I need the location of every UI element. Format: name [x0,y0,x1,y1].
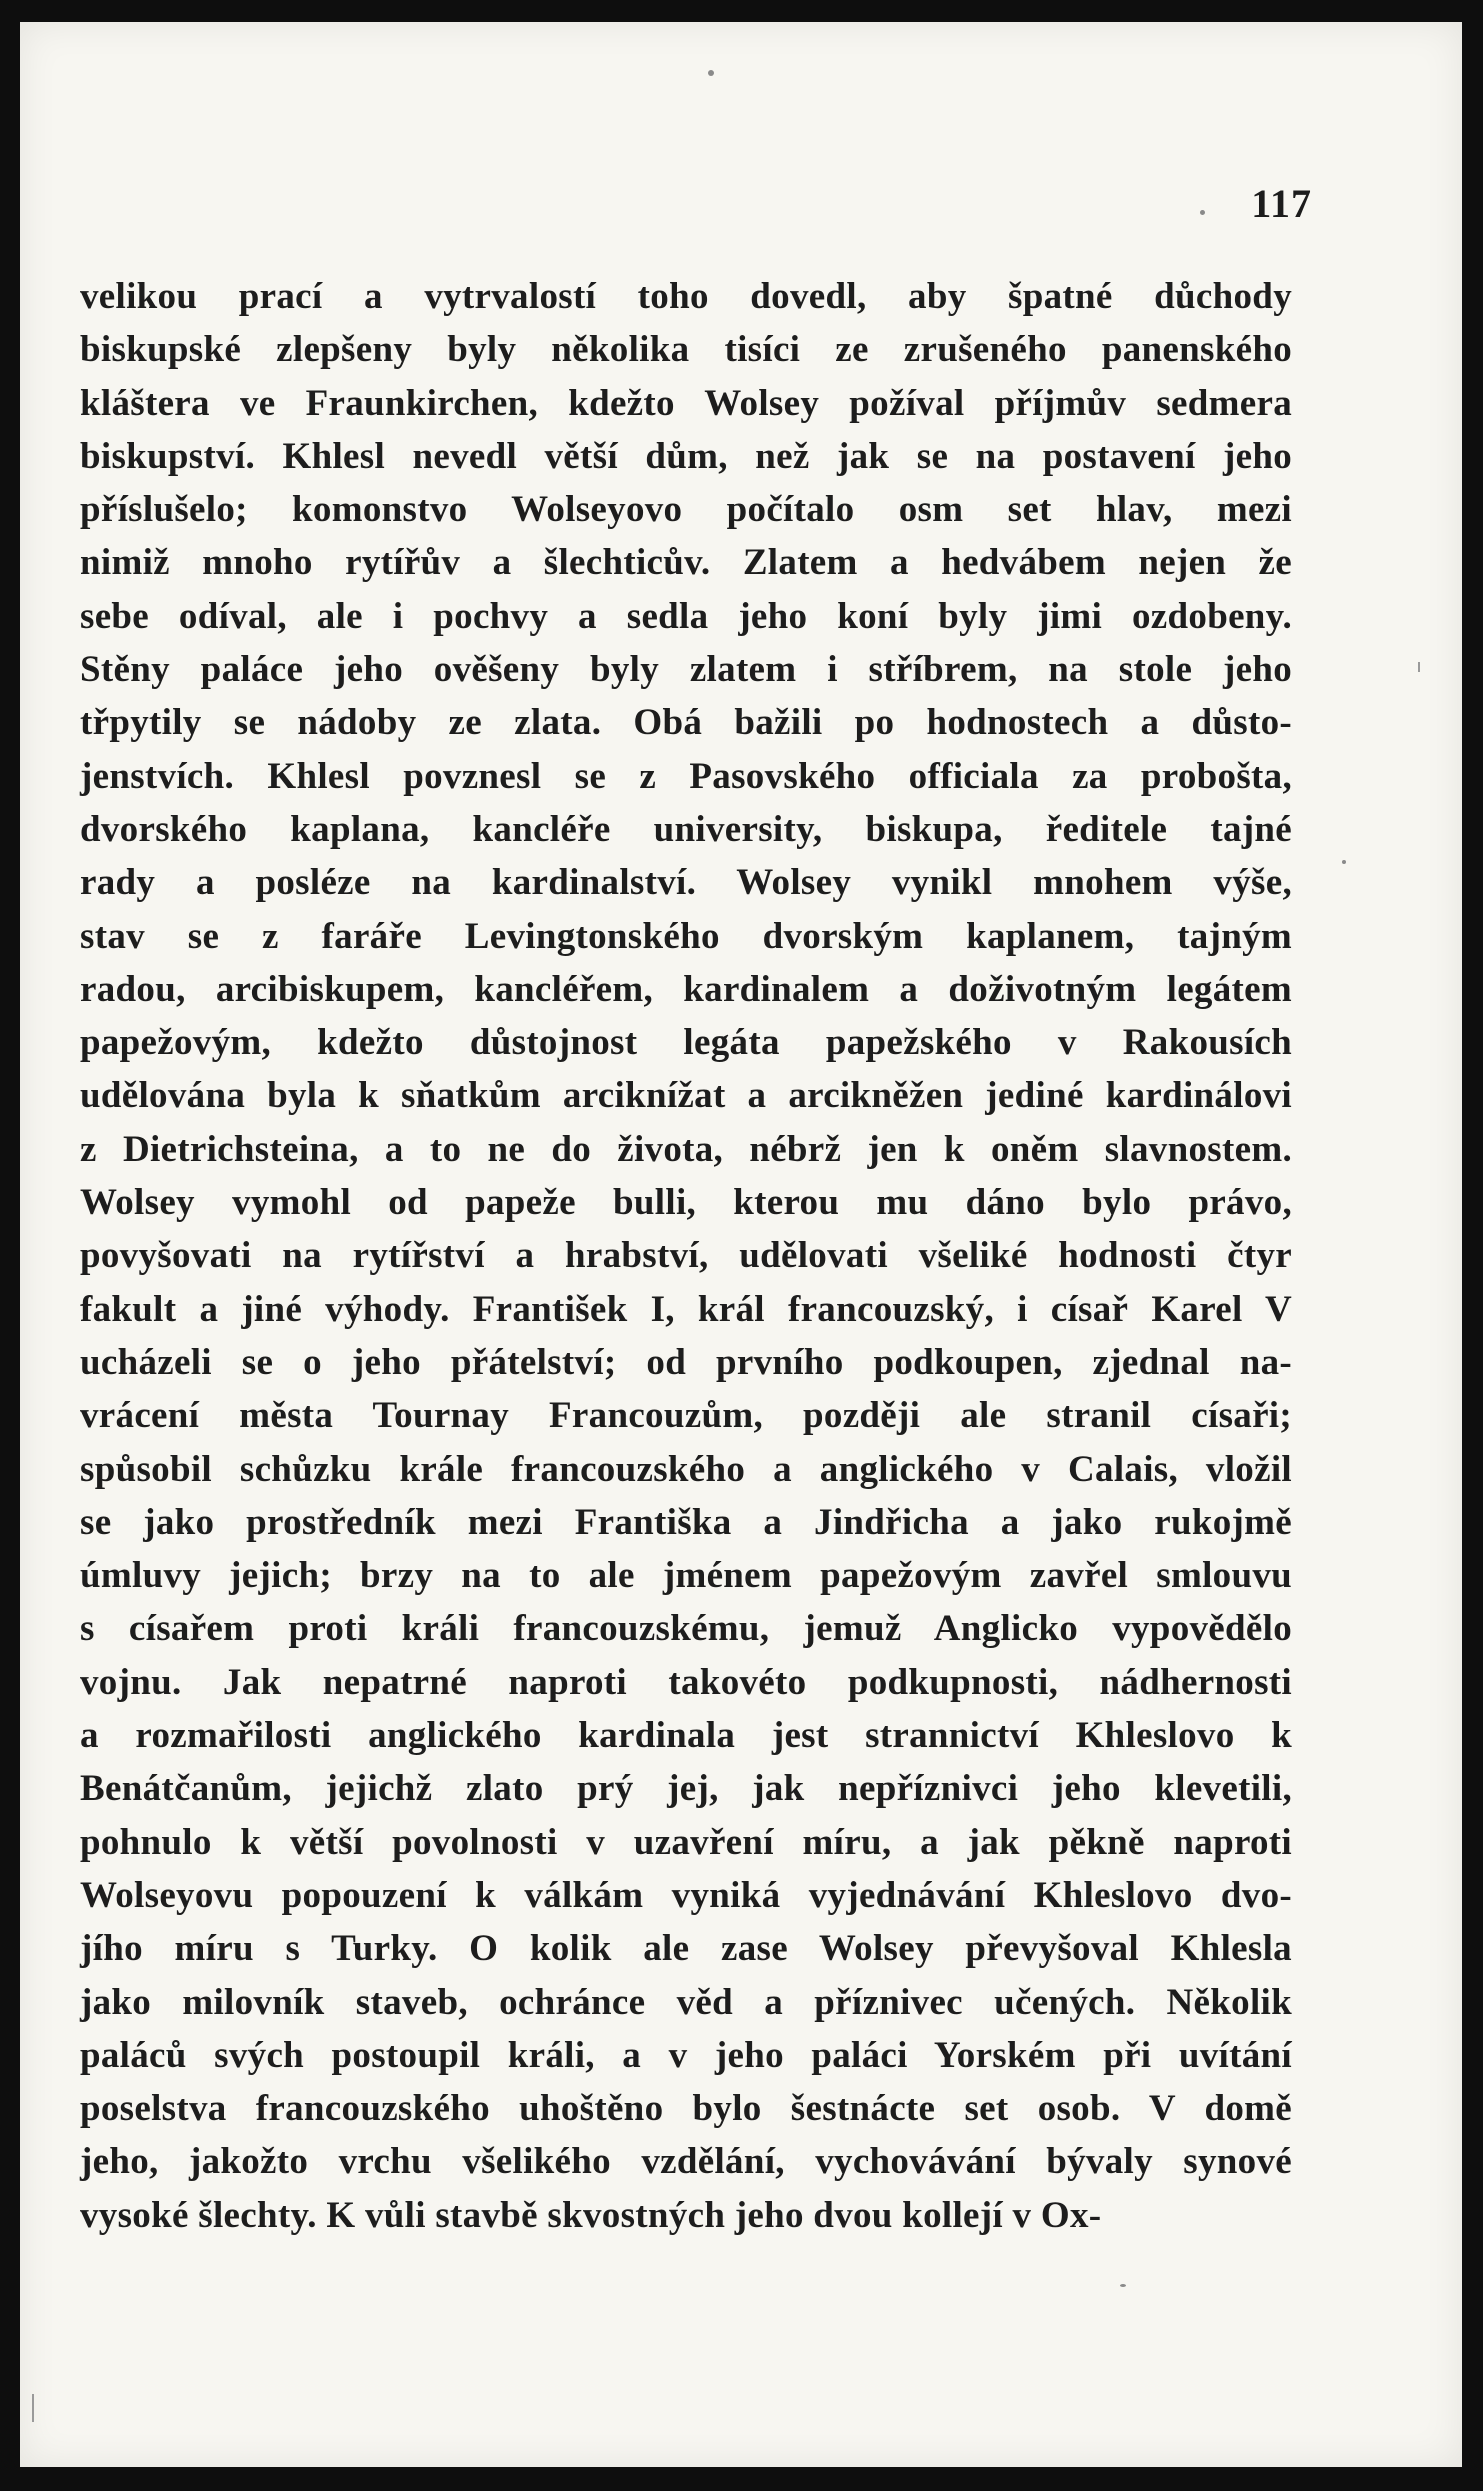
text-line: pohnulo k větší povolnosti v uzavření míru, a jak pěkně naproti [80,1821,1292,1863]
margin-mark [32,2394,34,2422]
text-line: Benátčanům, jejichž zlato prý jej, jak nepříznivci jeho klevetili, [80,1768,1292,1810]
scan-speck [1120,2284,1126,2287]
text-line: jako milovník staveb, ochránce věd a příznivec učených. Několik [80,1981,1292,2023]
scan-speck [708,70,714,76]
text-line: z Dietrichsteina, a to ne do života, nébrž jen k oněm slavnostem. [80,1128,1292,1170]
book-page [20,22,1462,2467]
text-line: a rozmařilosti anglického kardinala jest strannictví Khleslovo k [80,1715,1292,1757]
text-line: stav se z faráře Levingtonského dvorským kaplanem, tajným [80,915,1292,957]
scan-speck [1342,860,1346,864]
text-line: s císařem proti králi francouzskému, jemuž Anglicko vypovědělo [80,1608,1292,1650]
text-line: rady a posléze na kardinalství. Wolsey vynikl mnohem výše, [80,862,1292,904]
text-line: biskupské zlepšeny byly několika tisíci ze zrušeného panenského [80,329,1292,371]
text-line: nimiž mnoho rytířův a šlechticův. Zlatem a hedvábem nejen že [80,542,1292,584]
text-line: Wolsey vymohl od papeže bulli, kterou mu dáno bylo právo, [80,1182,1292,1224]
margin-mark [1418,662,1420,672]
text-line: radou, arcibiskupem, kancléřem, kardinalem a doživotným legátem [80,968,1292,1010]
text-line: jenstvích. Khlesl povznesl se z Pasovského officiala za probošta, [80,755,1292,797]
text-line: udělována byla k sňatkům arciknížat a arcikněžen jediné kardinálovi [80,1075,1292,1117]
text-line: papežovým, kdežto důstojnost legáta papežského v Rakousích [80,1022,1292,1064]
text-line: třpytily se nádoby ze zlata. Obá bažili po hodnostech a důsto- [80,702,1292,744]
text-line: kláštera ve Fraunkirchen, kdežto Wolsey požíval příjmův sedmera [80,382,1292,424]
text-line: sebe odíval, ale i pochvy a sedla jeho koní byly jimi ozdobeny. [80,595,1292,637]
text-line: biskupství. Khlesl nevedl větší dům, než jak se na postavení jeho [80,435,1292,477]
text-line: vojnu. Jak nepatrné naproti takovéto podkupnosti, nádhernosti [80,1661,1292,1703]
text-line: příslušelo; komonstvo Wolseyovo počítalo osm set hlav, mezi [80,489,1292,531]
text-line: fakult a jiné výhody. František I, král francouzský, i císař Karel V [80,1288,1292,1330]
text-line: povyšovati na rytířství a hrabství, udělovati všeliké hodnosti čtyr [80,1235,1292,1277]
text-line: poselstva francouzského uhoštěno bylo šestnácte set osob. V domě [80,2088,1292,2130]
text-line: ucházeli se o jeho přátelství; od prvního podkoupen, zjednal na- [80,1341,1292,1383]
text-line: spůsobil schůzku krále francouzského a anglického v Calais, vložil [80,1448,1292,1490]
page-number: 117 [1251,181,1312,226]
text-line: Wolseyovu popouzení k válkám vyniká vyjednávání Khleslovo dvo- [80,1874,1292,1916]
text-line: dvorského kaplana, kancléře university, biskupa, ředitele tajné [80,808,1292,850]
text-line: paláců svých postoupil králi, a v jeho paláci Yorském při uvítání [80,2034,1292,2076]
body-text [80,270,1292,2242]
text-line: vysoké šlechty. K vůli stavbě skvostných jeho dvou kollejí v Ox- [80,2194,1102,2236]
text-line: Stěny paláce jeho ověšeny byly zlatem i stříbrem, na stole jeho [80,649,1292,691]
text-line: jeho, jakožto vrchu všelikého vzdělání, vychovávání bývaly synové [80,2141,1292,2183]
text-line: se jako prostředník mezi Františka a Jindřicha a jako rukojmě [80,1501,1292,1543]
text-line: vrácení města Tournay Francouzům, později ale stranil císaři; [80,1395,1292,1437]
text-line: velikou prací a vytrvalostí toho dovedl, aby špatné důchody [80,276,1292,317]
text-line: jího míru s Turky. O kolik ale zase Wolsey převyšoval Khlesla [80,1928,1292,1970]
scan-speck [1200,210,1205,215]
text-line: úmluvy jejich; brzy na to ale jménem papežovým zavřel smlouvu [80,1555,1292,1597]
